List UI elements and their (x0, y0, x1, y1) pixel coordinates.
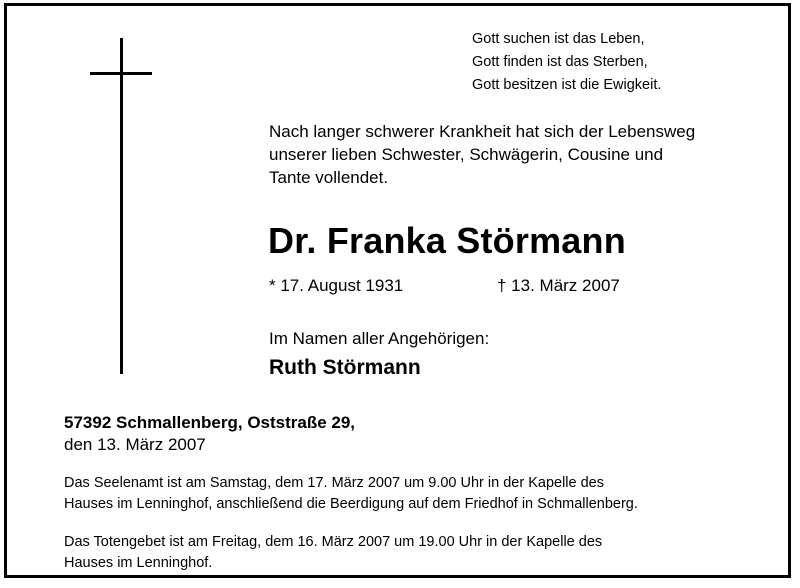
intro-line: Tante vollendet. (269, 168, 389, 187)
prayer-notice (64, 532, 784, 574)
prayer-line: Das Totengebet ist am Freitag, dem 16. März 2007 um 19.00 Uhr in der Kapelle des (64, 534, 603, 550)
deceased-name: Dr. Franka Störmann (268, 220, 626, 261)
prayer-line: Hauses im Lenninghof. (64, 555, 213, 571)
cross-icon-crossbar (90, 72, 152, 75)
address-line: 57392 Schmallenberg, Oststraße 29, (64, 413, 356, 432)
cross-icon (120, 38, 123, 374)
quote-line: Gott suchen ist das Leben, (472, 31, 645, 47)
intro-line: Nach langer schwerer Krankheit hat sich der Lebensweg (269, 122, 696, 141)
notice-date: den 13. März 2007 (64, 435, 206, 454)
obituary-notice (4, 3, 791, 578)
death-date: † 13. März 2007 (497, 276, 620, 295)
quote-line: Gott besitzen ist die Ewigkeit. (472, 77, 662, 93)
on-behalf-text: Im Namen aller Angehörigen: (269, 329, 490, 348)
birth-date: * 17. August 1931 (269, 276, 404, 295)
signer-name: Ruth Störmann (269, 356, 421, 379)
requiem-line: Das Seelenamt ist am Samstag, dem 17. März 2007 um 9.00 Uhr in der Kapelle des (64, 475, 604, 491)
quote-line: Gott finden ist das Sterben, (472, 54, 648, 70)
requiem-line: Hauses im Lenninghof, anschließend die Beerdigung auf dem Friedhof in Schmallenberg. (64, 496, 638, 512)
quote-block (472, 28, 661, 97)
intro-text (269, 120, 789, 189)
intro-line: unserer lieben Schwester, Schwägerin, Cousine und (269, 145, 664, 164)
requiem-notice (64, 473, 784, 515)
